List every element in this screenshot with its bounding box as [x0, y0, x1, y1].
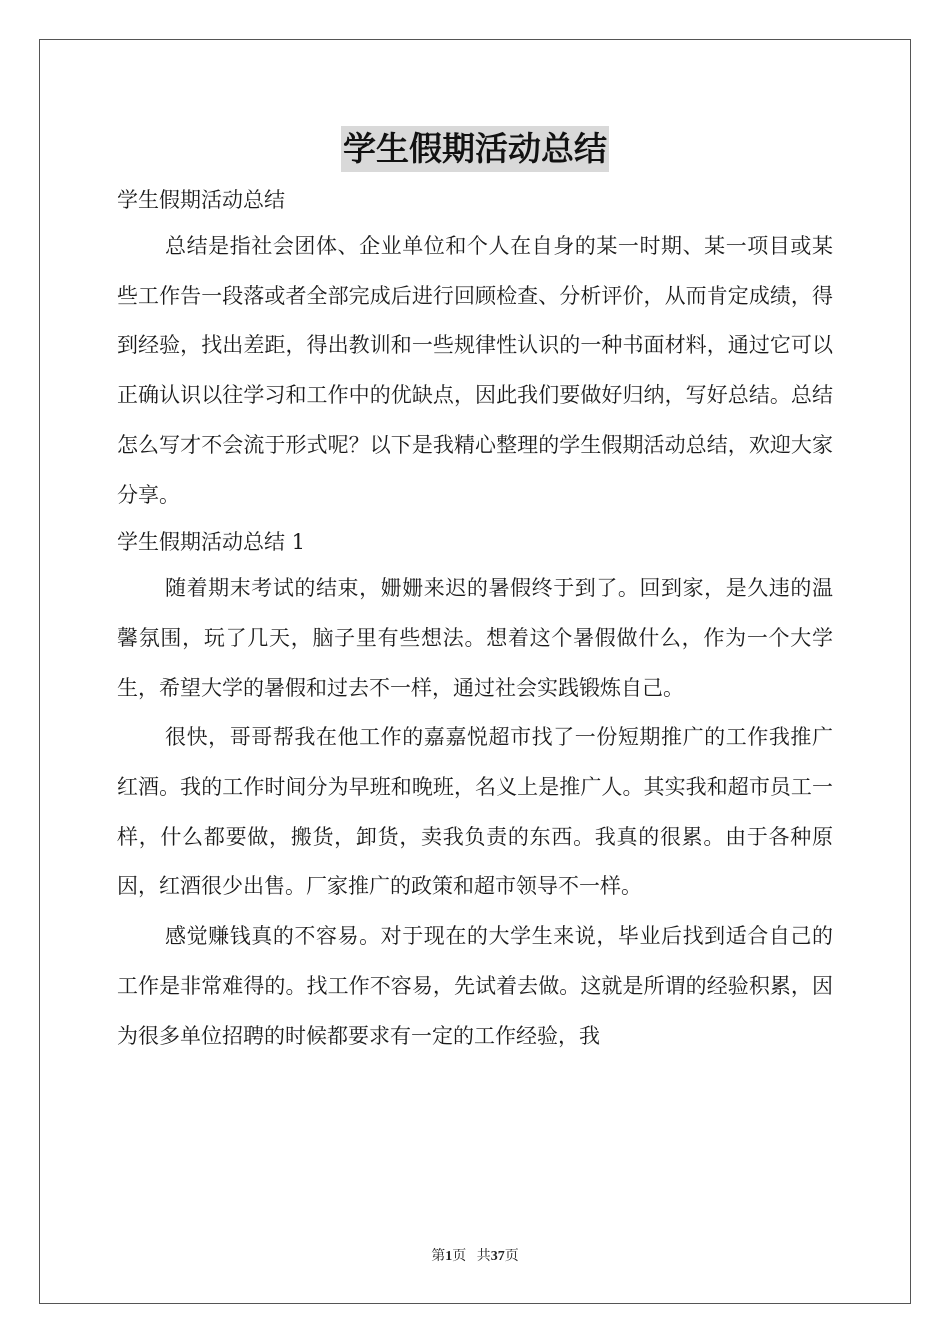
document-body — [117, 178, 833, 1061]
total-prefix: 共 — [476, 1249, 491, 1264]
document-title: 学生假期活动总结 — [341, 126, 609, 172]
page-footer — [0, 1245, 950, 1265]
total-pages: 37 — [490, 1249, 505, 1264]
page-suffix: 页 — [452, 1249, 467, 1264]
document-subtitle: 学生假期活动总结 — [117, 188, 285, 212]
title-container — [0, 126, 950, 172]
intro-paragraph: 总结是指社会团体、企业单位和个人在自身的某一时期、某一项目或某些工作告一段落或者全部完成后进行回顾检查、分析评价，从而肯定成绩，得到经验，找出差距，得出教训和一些规律性认识的一种书面材料，通过它可以正确认识以往学习和工作中的优缺点，因此我们要做好归纳，写好总结。总结怎么写才不会流于形式呢？以下是我精心整理的学生假期活动总结，欢迎大家分享。 — [117, 234, 833, 507]
page-number: 1 — [445, 1249, 453, 1264]
total-suffix: 页 — [504, 1249, 519, 1264]
body-paragraph-2: 很快，哥哥帮我在他工作的嘉嘉悦超市找了一份短期推广的工作我推广红酒。我的工作时间分为早班和晚班，名义上是推广人。其实我和超市员工一样，什么都要做，搬货，卸货，卖我负责的东西。我真的很累。由于各种原因，红酒很少出售。厂家推广的政策和超市领导不一样。 — [117, 725, 833, 899]
page-prefix: 第 — [431, 1249, 446, 1264]
section-heading: 学生假期活动总结 1 — [117, 530, 306, 555]
body-paragraph-1: 随着期末考试的结束，姗姗来迟的暑假终于到了。回到家，是久违的温馨氛围，玩了几天，脑子里有些想法。想着这个暑假做什么，作为一个大学生，希望大学的暑假和过去不一样，通过社会实践锻炼自己。 — [117, 576, 833, 700]
body-paragraph-3: 感觉赚钱真的不容易。对于现在的大学生来说，毕业后找到适合自己的工作是非常难得的。找工作不容易，先试着去做。这就是所谓的经验积累，因为很多单位招聘的时候都要求有一定的工作经验，我 — [117, 924, 833, 1048]
